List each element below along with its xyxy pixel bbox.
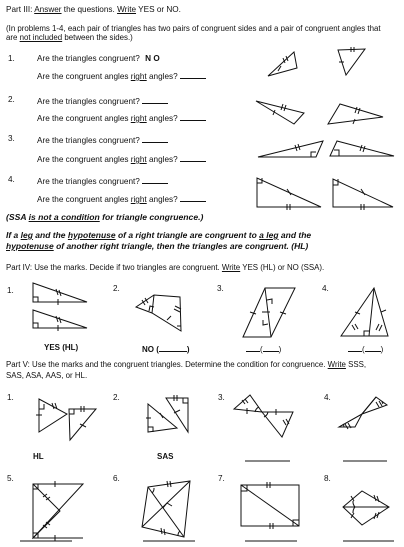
p4-num-1: 1. — [7, 286, 14, 295]
part5-write: Write — [327, 360, 346, 369]
p3-q2-1-post: angles? — [146, 72, 178, 81]
p3-q2-3-post: angles? — [146, 155, 178, 164]
p3-q2-4-post: angles? — [146, 195, 178, 204]
p3-q2-3-pre: Are the congruent angles — [37, 155, 131, 164]
p5-num-1: 1. — [7, 393, 14, 402]
note-post: between the sides.) — [62, 33, 133, 42]
part4-write: Write — [221, 263, 241, 272]
ssa-pre: (SSA — [6, 212, 29, 222]
p4-a2-close: ) — [186, 345, 190, 354]
p5-num-7: 7. — [218, 474, 225, 483]
p4-figure-1 — [33, 283, 87, 331]
p3-num-1: 1. — [8, 54, 15, 63]
p3-num-2: 2. — [8, 95, 15, 104]
p3-num-3: 3. — [8, 134, 15, 143]
part5-line2: SAS, ASA, AAS, or HL. — [6, 371, 88, 380]
hl-l2-b: of another right triangle, then the triangles are congruent. (HL) — [53, 241, 309, 251]
part3-instr-end: YES or NO. — [136, 5, 181, 14]
hl-e: of a right triangle are congruent to — [115, 230, 260, 240]
part5-answer-blanks — [20, 461, 394, 541]
p4-figure-3 — [243, 288, 295, 337]
p3-q1-3-text: Are the triangles congruent? — [37, 136, 140, 145]
p5-num-2: 2. — [113, 393, 120, 402]
p4-a3-open: ( — [260, 345, 263, 354]
p5-num-3: 3. — [218, 393, 225, 402]
p3-q2-4-pre: Are the congruent angles — [37, 195, 131, 204]
p5-num-4: 4. — [324, 393, 331, 402]
p5-figure-5 — [33, 481, 83, 541]
p3-q2-3-right: right — [130, 155, 147, 164]
p5-answer-2: SAS — [157, 452, 174, 461]
part4-label: Part IV: Use the marks. Decide if two triangles are congruent. — [6, 263, 222, 272]
hl-d: hypotenuse — [67, 230, 116, 240]
hl-b: leg — [20, 230, 33, 240]
p5-num-5: 5. — [7, 474, 14, 483]
p5-num-8: 8. — [324, 474, 331, 483]
p4-figure-4 — [341, 288, 388, 336]
p5-figure-1 — [36, 399, 96, 440]
p5-figure-4 — [339, 397, 387, 429]
p4-answer-1: YES (HL) — [44, 343, 79, 352]
p5-figure-6 — [142, 481, 190, 537]
p3-figure-1 — [268, 47, 365, 76]
part5-text: Part V: Use the marks and the congruent triangles. Determine the condition for congruence. — [6, 360, 328, 369]
p3-q2-4-right: right — [130, 195, 147, 204]
p3-q1-1-text: Are the triangles congruent? — [37, 54, 140, 63]
p5-answer-1: HL — [33, 452, 44, 461]
p4-a2-open: NO ( — [142, 345, 159, 354]
write-word: Write — [117, 5, 137, 14]
p3-q2-2-right: right — [130, 114, 147, 123]
p4-num-4: 4. — [322, 284, 329, 293]
part3-label: Part III: — [6, 5, 33, 14]
part3-note-line1: (In problems 1-4, each pair of triangles has two pairs of congruent sides and a pair of congruent angles that — [6, 24, 381, 33]
hl-g: and the — [278, 230, 312, 240]
p3-answer-1: N O — [145, 54, 160, 63]
p4-figure-2 — [136, 295, 181, 331]
p3-figure-4 — [257, 178, 393, 210]
part5-end: SSS, — [345, 360, 367, 369]
p3-figure-2 — [256, 101, 383, 124]
p4-num-3: 3. — [217, 284, 224, 293]
p5-figure-8 — [343, 491, 389, 525]
note-pre: are — [6, 33, 20, 42]
p3-num-4: 4. — [8, 175, 15, 184]
p3-q1-2-text: Are the triangles congruent? — [37, 97, 140, 106]
ssa-post: for triangle congruence.) — [99, 212, 204, 222]
hl-a: If a — [6, 230, 21, 240]
p5-figure-7 — [241, 482, 299, 529]
p4-a4-close: ) — [380, 345, 384, 354]
p3-figure-3 — [258, 141, 394, 157]
p5-num-6: 6. — [113, 474, 120, 483]
p4-num-2: 2. — [113, 284, 120, 293]
hl-f: a leg — [259, 230, 279, 240]
part3-instr: the questions. — [61, 5, 118, 14]
answer-word: Answer — [34, 5, 62, 14]
p3-q2-2-pre: Are the congruent angles — [37, 114, 131, 123]
hl-l2-a: hypotenuse — [6, 241, 54, 251]
p3-q2-1-right: right — [130, 72, 147, 81]
p3-q2-1-pre: Are the congruent angles — [37, 72, 131, 81]
hl-c: and the — [32, 230, 68, 240]
p4-a3-close: ) — [278, 345, 282, 354]
part4-instr-end: YES (HL) or NO (SSA). — [240, 263, 325, 272]
p4-a4-open: ( — [362, 345, 365, 354]
p5-figure-2 — [146, 395, 188, 432]
note-underlined: not included — [19, 33, 63, 42]
p5-figure-3 — [234, 395, 293, 437]
ssa-underlined: is not a condition — [28, 212, 100, 222]
p3-q1-4-text: Are the triangles congruent? — [37, 177, 140, 186]
p3-q2-2-post: angles? — [146, 114, 178, 123]
